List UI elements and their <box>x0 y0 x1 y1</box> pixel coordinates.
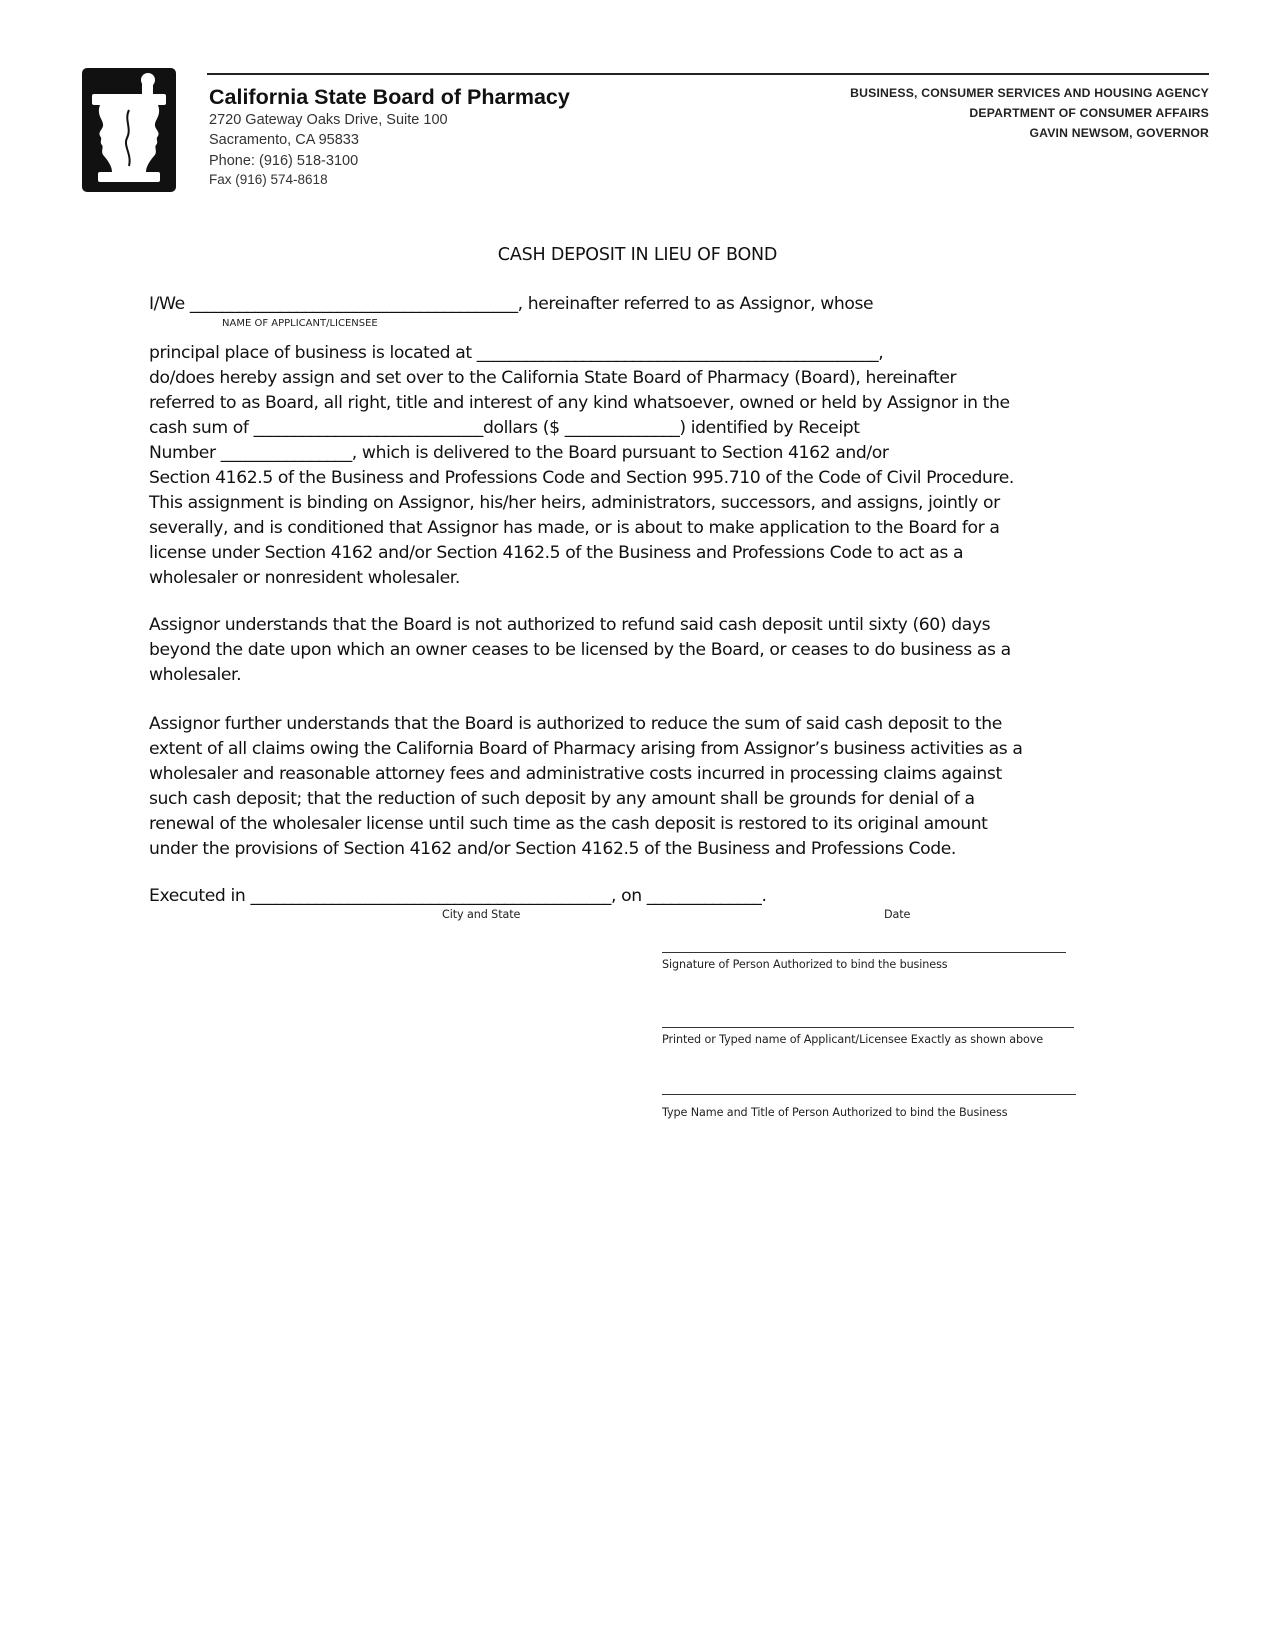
signature-caption: Signature of Person Authorized to bind the business <box>662 958 948 971</box>
department-name: DEPARTMENT OF CONSUMER AFFAIRS <box>969 106 1209 120</box>
paragraph-line[interactable]: cash sum of ____________________________dollars ($ ______________) identified by Receipt <box>149 418 860 438</box>
paragraph-line: do/does hereby assign and set over to the California State Board of Pharmacy (Board), hereinafter <box>149 368 957 388</box>
paragraph-line: wholesaler. <box>149 665 242 685</box>
paragraph-line: beyond the date upon which an owner ceases to be licensed by the Board, or ceases to do business as a <box>149 640 1011 660</box>
paragraph-line: under the provisions of Section 4162 and/or Section 4162.5 of the Business and Professions Code. <box>149 839 956 859</box>
paragraph-line: This assignment is binding on Assignor, his/her heirs, administrators, successors, and assigns, jointly or <box>149 493 1000 513</box>
name-title-caption: Type Name and Title of Person Authorized to bind the Business <box>662 1106 1008 1119</box>
paragraph-line: renewal of the wholesaler license until such time as the cash deposit is restored to its original amount <box>149 814 988 834</box>
printed-name-line[interactable] <box>662 1027 1074 1028</box>
agency-name: BUSINESS, CONSUMER SERVICES AND HOUSING AGENCY <box>850 86 1209 100</box>
paragraph-line[interactable]: principal place of business is located at _________________________________________________, <box>149 343 884 363</box>
paragraph-line: extent of all claims owing the California Board of Pharmacy arising from Assignor’s business activities as a <box>149 739 1023 759</box>
paragraph-line: wholesaler and reasonable attorney fees and administrative costs incurred in processing claims against <box>149 764 1002 784</box>
paragraph-line: Section 4162.5 of the Business and Professions Code and Section 995.710 of the Code of Civil Procedure. <box>149 468 1014 488</box>
city-state-caption: City and State <box>442 908 521 921</box>
paragraph-line: wholesaler or nonresident wholesaler. <box>149 568 460 588</box>
applicant-name-line[interactable]: I/We ________________________________________, hereinafter referred to as Assignor, whose <box>149 294 874 314</box>
org-name: California State Board of Pharmacy <box>209 85 570 109</box>
signature-line[interactable] <box>662 952 1066 953</box>
paragraph-line: Assignor further understands that the Board is authorized to reduce the sum of said cash deposit to the <box>149 714 1002 734</box>
form-title: CASH DEPOSIT IN LIEU OF BOND <box>497 245 778 265</box>
assignment-paragraph <box>149 341 1014 591</box>
printed-name-caption: Printed or Typed name of Applicant/Licensee Exactly as shown above <box>662 1033 1044 1046</box>
paragraph-line: severally, and is conditioned that Assignor has made, or is about to make application to the Board for a <box>149 518 1000 538</box>
refund-paragraph <box>149 613 1011 688</box>
paragraph-line[interactable]: Number ________________, which is delivered to the Board pursuant to Section 4162 and/or <box>149 443 889 463</box>
name-title-line[interactable] <box>662 1094 1076 1095</box>
org-phone: Phone: (916) 518-3100 <box>209 153 359 169</box>
reduction-paragraph <box>149 712 1023 862</box>
paragraph-line: referred to as Board, all right, title and interest of any kind whatsoever, owned or held by Assignor in the <box>149 393 1010 413</box>
governor-name: GAVIN NEWSOM, GOVERNOR <box>1029 126 1209 140</box>
header-rule <box>207 73 1209 75</box>
date-caption: Date <box>884 908 911 921</box>
mortar-and-pestle-logo-icon <box>82 68 176 192</box>
paragraph-line: such cash deposit; that the reduction of such deposit by any amount shall be grounds for denial of a <box>149 789 975 809</box>
org-address-line-1: 2720 Gateway Oaks Drive, Suite 100 <box>209 112 448 128</box>
org-fax: Fax (916) 574-8618 <box>209 172 328 187</box>
paragraph-line: license under Section 4162 and/or Section 4162.5 of the Business and Professions Code to act as a <box>149 543 964 563</box>
org-address-line-2: Sacramento, CA 95833 <box>209 132 359 148</box>
applicant-name-caption: NAME OF APPLICANT/LICENSEE <box>222 318 378 329</box>
paragraph-line: Assignor understands that the Board is not authorized to refund said cash deposit until sixty (60) days <box>149 615 991 635</box>
executed-line[interactable]: Executed in ____________________________________________, on ______________. <box>149 886 767 906</box>
